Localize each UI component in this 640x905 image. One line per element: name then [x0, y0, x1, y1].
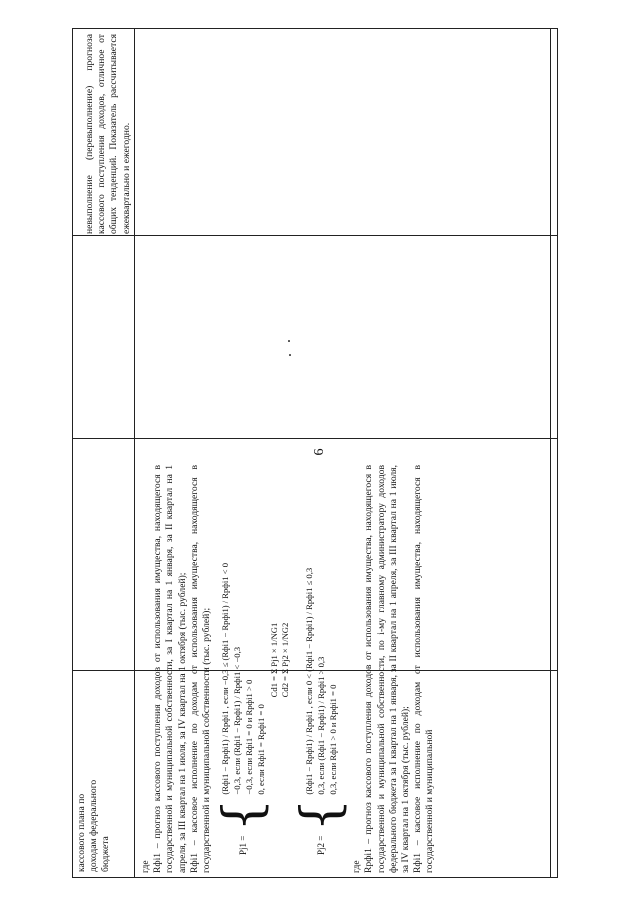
- page-number: 6: [312, 448, 327, 456]
- formula-p1-brace: {: [213, 798, 274, 832]
- col2-para-4: Rфi1 – кассовое исполнение по доходам от использования имущества, находящегося в государственной и муниципальной: [412, 465, 436, 873]
- col2-para-2: Rфi1 – кассовое исполнение по доходам от использования имущества, находящегося в государственной и муниципальной собственности (тыс. рублей);: [188, 465, 213, 873]
- col2-cell: [140, 465, 540, 873]
- col4-cell: [84, 34, 138, 234]
- column-divider-2: [550, 28, 551, 877]
- col1-cell: [76, 677, 131, 872]
- formula-p1-case-4: 0, если Rфi1 = Rрфi1 = 0: [256, 704, 267, 795]
- formula-p2-brace: {: [291, 798, 352, 832]
- formula-p1-case-1: (Rфi1 − Rрфi1) / Rрфi1 , если −0,3 ≤ (Rфi1 − Rрфi1) / Rрфi1 < 0: [220, 562, 231, 795]
- col2-gde: где: [140, 860, 151, 873]
- formula-p2-lhs: Pj2 =: [316, 835, 327, 855]
- table-border-left: [72, 28, 73, 877]
- table-border-right: [557, 28, 558, 877]
- formula-cd1: Cd1 = Σ Pj1 × 1/NG1: [269, 622, 280, 698]
- formula-p2-case-2: 0,3, если (Rфi1 − Rрфi1) / Rрфi1 > 0,3: [316, 656, 327, 795]
- scan-speck: [289, 354, 291, 356]
- col4-text: невыполнение (перевыполнение) прогноза кассового поступления доходов, отличное от общих тенденций. Показатель рассчитывается ежеквартально и ежегодно.: [84, 34, 132, 234]
- col1-line-3: бюджета: [100, 836, 112, 872]
- formula-p1: [213, 465, 291, 873]
- col2-gde-2: где: [351, 860, 363, 873]
- table-border-top: [72, 28, 558, 29]
- col1-line-2: доходам федерального: [88, 779, 100, 872]
- formula-p2-case-3: 0,3, если Rфi1 > 0 и Rрфi1 = 0: [328, 684, 339, 795]
- formula-p2: [291, 465, 352, 873]
- formula-p1-lhs: Pj1 =: [238, 835, 249, 855]
- formula-p1-case-3: −0,3, если Rфi1 = 0 и Rрфi1 > 0: [244, 679, 255, 795]
- row-divider-2: [72, 438, 558, 439]
- formula-p1-case-2: −0,3, если (Rфi1 − Rрфi1) / Rрфi1 < −0,3: [232, 646, 243, 795]
- row-divider-1: [72, 235, 558, 236]
- col1-line-1: кассового плана по: [76, 793, 87, 872]
- scan-speck: [288, 340, 290, 342]
- formula-cd2: Cd2 = Σ Pj2 × 1/NG2: [280, 622, 291, 698]
- table-border-bottom: [72, 877, 558, 878]
- col2-para-3: Rрфi1 – прогноз кассового поступления доходов от использования имущества, находящегося в государственной и муниципальной собственности, по i-му главному администратору доходов федерального бюджета за I квартал на 1 января, за II квартал на 1 апреля, за III квартал на 1 июля, за IV квартал на 1 октября (тыс. рублей);: [363, 465, 412, 873]
- formula-p2-case-1: (Rфi1 − Rрфi1) / Rрфi1 , если 0 < (Rфi1 − Rрфi1) / Rрфi1 ≤ 0,3: [304, 567, 315, 795]
- col2-para-1: Rфi1 – прогноз кассового поступления доходов от использования имущества, находящегося в государственной и муниципальной собственности, за I квартал на 1 января, за II квартал на 1 апреля, за III квартал на 1 июля, за IV квартал на 1 октября (тыс. рублей);: [152, 465, 188, 873]
